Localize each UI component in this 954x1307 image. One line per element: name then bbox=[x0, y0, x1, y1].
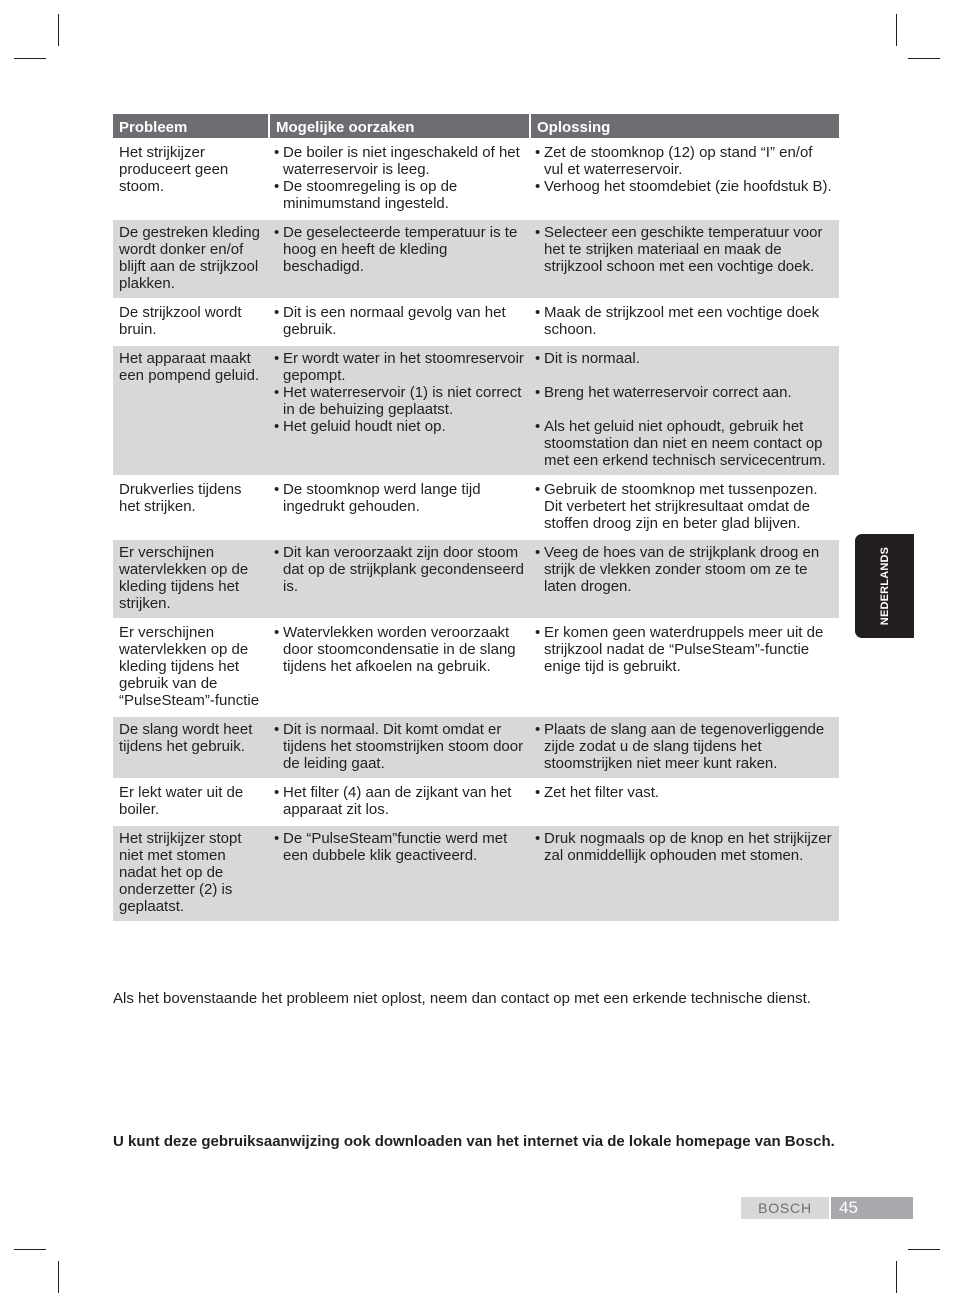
crop-mark bbox=[896, 1261, 897, 1293]
bullet-text: De stoomregeling is op de minimumstand ingesteld. bbox=[283, 178, 458, 212]
solution-cell bbox=[529, 218, 839, 298]
crop-mark bbox=[908, 1249, 940, 1250]
bullet-icon: • bbox=[274, 224, 280, 241]
problem-cell: De strijkzool wordt bruin. bbox=[113, 298, 268, 344]
table-header-row bbox=[113, 114, 839, 138]
bullet-icon: • bbox=[274, 721, 280, 738]
bullet-icon: • bbox=[274, 481, 280, 498]
bullet-icon: • bbox=[274, 384, 280, 401]
bullet-text: De boiler is niet ingeschakeld of het waterreservoir is leeg. bbox=[283, 144, 520, 178]
bullet-text: Watervlekken worden veroorzaakt door stoomcondensatie in de slang tijdens het afkoelen na gebruik. bbox=[283, 624, 516, 675]
bullet-text: Breng het waterreservoir correct aan. bbox=[544, 384, 792, 401]
bullet-icon: • bbox=[535, 418, 541, 435]
solution-cell bbox=[529, 715, 839, 778]
crop-mark bbox=[908, 58, 940, 59]
solution-cell bbox=[529, 344, 839, 475]
bullet-item bbox=[274, 784, 524, 818]
solution-cell bbox=[529, 824, 839, 921]
bullet-text: Het filter (4) aan de zijkant van het apparaat zit los. bbox=[283, 784, 512, 818]
bullet-item bbox=[535, 784, 834, 801]
bullet-text: Gebruik de stoomknop met tussenpozen. Dit verbetert het strijkresultaat omdat de stoffen droog zijn en beter glad blijven. bbox=[544, 481, 818, 532]
table-row bbox=[113, 618, 839, 715]
bullet-text: Plaats de slang aan de tegenoverliggende zijde zodat u de slang tijdens het stoomstrijken niet meer kunt raken. bbox=[544, 721, 825, 772]
table-row bbox=[113, 298, 839, 344]
bullet-text: Het geluid houdt niet op. bbox=[283, 418, 446, 435]
bullet-text: Selecteer een geschikte temperatuur voor het te strijken materiaal en maak de strijkzool schoon met een vochtige doek. bbox=[544, 224, 823, 275]
bullet-item bbox=[535, 224, 834, 275]
bullet-text: Zet de stoomknop (12) op stand “I” en/of vul et waterreservoir. bbox=[544, 144, 813, 178]
bullet-text: Veeg de hoes van de strijkplank droog en strijk de vlekken zonder stoom om ze te laten drogen. bbox=[544, 544, 820, 595]
table-row bbox=[113, 344, 839, 475]
table-row bbox=[113, 138, 839, 218]
bullet-icon: • bbox=[274, 624, 280, 641]
bullet-icon: • bbox=[535, 384, 541, 401]
bullet-text: Zet het filter vast. bbox=[544, 784, 660, 801]
bullet-item bbox=[274, 418, 524, 435]
crop-mark bbox=[14, 58, 46, 59]
problem-cell: Drukverlies tijdens het strijken. bbox=[113, 475, 268, 538]
bullet-text: Dit kan veroorzaakt zijn door stoom dat op de strijkplank gecondenseerd is. bbox=[283, 544, 524, 595]
bullet-icon: • bbox=[274, 784, 280, 801]
causes-cell bbox=[268, 824, 529, 921]
problem-cell: Het strijkijzer stopt niet met stomen nadat het op de onderzetter (2) is geplaatst. bbox=[113, 824, 268, 921]
footer-brand: BOSCH bbox=[741, 1197, 829, 1219]
table-row bbox=[113, 715, 839, 778]
bullet-item bbox=[535, 350, 834, 367]
header-problem: Probleem bbox=[113, 114, 268, 138]
bullet-item bbox=[535, 721, 834, 772]
solution-cell bbox=[529, 298, 839, 344]
bullet-icon: • bbox=[535, 830, 541, 847]
bullet-item bbox=[274, 384, 524, 418]
bullet-icon: • bbox=[274, 544, 280, 561]
bullet-spacer bbox=[535, 367, 834, 384]
bullet-item bbox=[274, 481, 524, 515]
bullet-item bbox=[535, 830, 834, 864]
contact-service-note: Als het bovenstaande het probleem niet oplost, neem dan contact op met een erkende technische dienst. bbox=[113, 990, 811, 1007]
table-row bbox=[113, 778, 839, 824]
bullet-text: Verhoog het stoomdebiet (zie hoofdstuk B). bbox=[544, 178, 832, 195]
bullet-item bbox=[535, 481, 834, 532]
bullet-icon: • bbox=[535, 350, 541, 367]
bullet-text: Als het geluid niet ophoudt, gebruik het stoomstation dan niet en neem contact op met een erkend technisch servicecentrum. bbox=[544, 418, 826, 469]
bullet-item bbox=[535, 178, 834, 195]
header-solution: Oplossing bbox=[529, 114, 839, 138]
bullet-icon: • bbox=[535, 481, 541, 498]
causes-cell bbox=[268, 618, 529, 715]
bullet-icon: • bbox=[535, 224, 541, 241]
causes-cell bbox=[268, 138, 529, 218]
bullet-icon: • bbox=[535, 178, 541, 195]
crop-mark bbox=[58, 14, 59, 46]
bullet-text: Maak de strijkzool met een vochtige doek schoon. bbox=[544, 304, 820, 338]
table-body bbox=[113, 138, 839, 921]
bullet-text: Dit is een normaal gevolg van het gebruik. bbox=[283, 304, 506, 338]
solution-cell bbox=[529, 778, 839, 824]
bullet-text: Dit is normaal. bbox=[544, 350, 640, 367]
problem-cell: Er verschijnen watervlekken op de kleding tijdens het strijken. bbox=[113, 538, 268, 618]
problem-cell: Er verschijnen watervlekken op de kleding tijdens het gebruik van de “PulseSteam”-functie bbox=[113, 618, 268, 715]
bullet-item bbox=[274, 830, 524, 864]
bullet-text: Dit is normaal. Dit komt omdat er tijdens het stoomstrijken stoom door de leiding gaat. bbox=[283, 721, 524, 772]
bullet-spacer bbox=[535, 401, 834, 418]
language-tab-label: NEDERLANDS bbox=[878, 546, 891, 626]
bullet-item bbox=[535, 304, 834, 338]
causes-cell bbox=[268, 715, 529, 778]
crop-mark bbox=[896, 14, 897, 46]
bullet-item bbox=[274, 144, 524, 178]
bullet-text: Er wordt water in het stoomreservoir gepompt. bbox=[283, 350, 524, 384]
table-row bbox=[113, 218, 839, 298]
bullet-icon: • bbox=[535, 544, 541, 561]
bullet-text: De stoomknop werd lange tijd ingedrukt gehouden. bbox=[283, 481, 481, 515]
bullet-text: Druk nogmaals op de knop en het strijkijzer zal onmiddellijk ophouden met stomen. bbox=[544, 830, 832, 864]
problem-cell: Het apparaat maakt een pompend geluid. bbox=[113, 344, 268, 475]
language-tab bbox=[855, 534, 914, 638]
bullet-item bbox=[535, 144, 834, 178]
bullet-icon: • bbox=[274, 304, 280, 321]
solution-cell bbox=[529, 538, 839, 618]
causes-cell bbox=[268, 538, 529, 618]
table-row bbox=[113, 824, 839, 921]
bullet-icon: • bbox=[274, 830, 280, 847]
bullet-text: Er komen geen waterdruppels meer uit de strijkzool nadat de “PulseSteam”-functie enige tijd is gebruikt. bbox=[544, 624, 824, 675]
bullet-icon: • bbox=[274, 418, 280, 435]
bullet-item bbox=[274, 721, 524, 772]
crop-mark bbox=[58, 1261, 59, 1293]
bullet-item bbox=[274, 224, 524, 275]
bullet-item bbox=[535, 544, 834, 595]
causes-cell bbox=[268, 298, 529, 344]
bullet-item bbox=[274, 350, 524, 384]
bullet-item bbox=[535, 384, 834, 401]
problem-cell: De gestreken kleding wordt donker en/of blijft aan de strijkzool plakken. bbox=[113, 218, 268, 298]
bullet-icon: • bbox=[535, 784, 541, 801]
page-number: 45 bbox=[831, 1197, 913, 1219]
bullet-icon: • bbox=[535, 721, 541, 738]
bullet-item bbox=[535, 624, 834, 675]
solution-cell bbox=[529, 475, 839, 538]
problem-cell: Het strijkijzer produceert geen stoom. bbox=[113, 138, 268, 218]
problem-cell: Er lekt water uit de boiler. bbox=[113, 778, 268, 824]
bullet-icon: • bbox=[535, 304, 541, 321]
table-row bbox=[113, 538, 839, 618]
problem-cell: De slang wordt heet tijdens het gebruik. bbox=[113, 715, 268, 778]
causes-cell bbox=[268, 218, 529, 298]
bullet-icon: • bbox=[535, 144, 541, 161]
bullet-text: De geselecteerde temperatuur is te hoog en heeft de kleding beschadigd. bbox=[283, 224, 518, 275]
causes-cell bbox=[268, 344, 529, 475]
bullet-icon: • bbox=[535, 624, 541, 641]
causes-cell bbox=[268, 778, 529, 824]
bullet-icon: • bbox=[274, 144, 280, 161]
troubleshooting-table bbox=[113, 114, 839, 921]
bullet-item bbox=[274, 544, 524, 595]
bullet-icon: • bbox=[274, 350, 280, 367]
bullet-item bbox=[274, 304, 524, 338]
bullet-item bbox=[274, 178, 524, 212]
bullet-text: De “PulseSteam”functie werd met een dubbele klik geactiveerd. bbox=[283, 830, 508, 864]
header-causes: Mogelijke oorzaken bbox=[268, 114, 529, 138]
bullet-icon: • bbox=[274, 178, 280, 195]
crop-mark bbox=[14, 1249, 46, 1250]
download-note: U kunt deze gebruiksaanwijzing ook downloaden van het internet via de lokale homepage van Bosch. bbox=[113, 1133, 835, 1150]
table-row bbox=[113, 475, 839, 538]
solution-cell bbox=[529, 138, 839, 218]
bullet-text: Het waterreservoir (1) is niet correct in de behuizing geplaatst. bbox=[283, 384, 522, 418]
bullet-item bbox=[274, 624, 524, 675]
bullet-item bbox=[535, 418, 834, 469]
solution-cell bbox=[529, 618, 839, 715]
causes-cell bbox=[268, 475, 529, 538]
